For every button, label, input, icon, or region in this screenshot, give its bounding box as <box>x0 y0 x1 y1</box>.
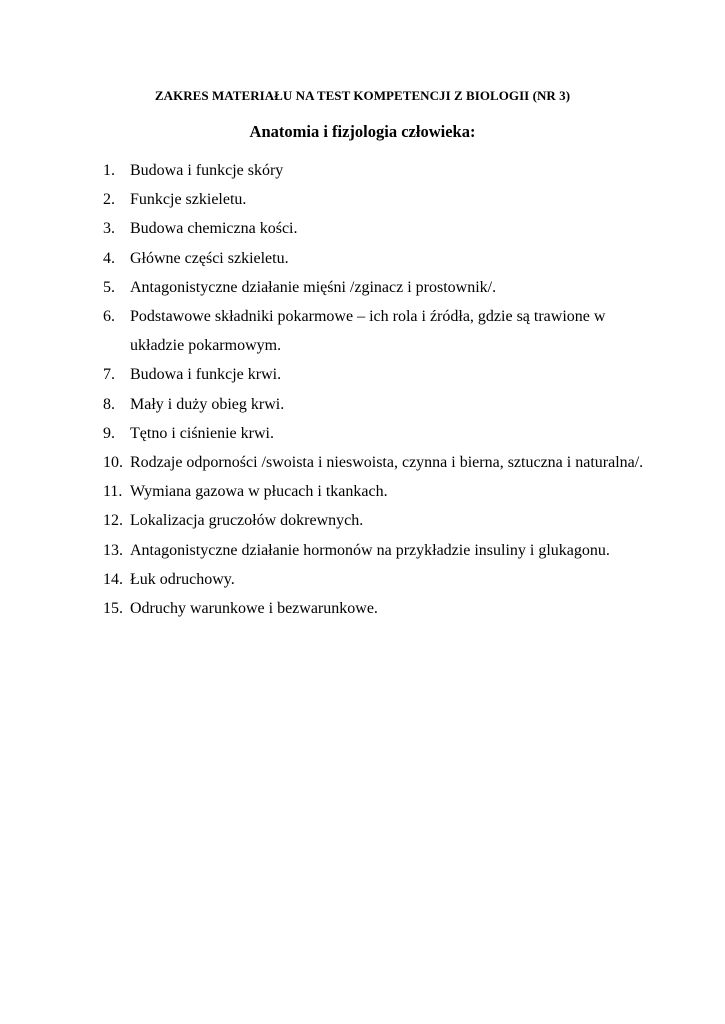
list-item <box>103 302 663 360</box>
topic-list <box>103 156 663 623</box>
list-item-text: Łuk odruchowy. <box>130 570 235 588</box>
list-item <box>103 214 663 243</box>
document-title: ZAKRES MATERIAŁU NA TEST KOMPETENCJI Z BIOLOGII (NR 3) <box>154 88 571 103</box>
list-item <box>103 419 663 448</box>
list-item-number: 2. <box>103 191 115 209</box>
list-item <box>103 536 663 565</box>
list-item-number: 4. <box>103 249 115 267</box>
list-item-text: Wymiana gazowa w płucach i tkankach. <box>130 483 388 501</box>
list-item-text: Odruchy warunkowe i bezwarunkowe. <box>130 600 378 618</box>
list-item-number: 3. <box>103 220 115 238</box>
document-subtitle: Anatomia i fizjologia człowieka: <box>249 122 476 141</box>
list-item-number: 14. <box>103 570 123 588</box>
list-item-text: Funkcje szkieletu. <box>130 191 247 209</box>
list-item-text: Tętno i ciśnienie krwi. <box>130 424 274 442</box>
list-item-number: 5. <box>103 278 115 296</box>
list-item-number: 12. <box>103 512 123 530</box>
list-item <box>103 390 663 419</box>
list-item <box>103 185 663 214</box>
list-item-number: 13. <box>103 541 123 559</box>
list-item-number: 10. <box>103 454 123 472</box>
list-item-text: Budowa i funkcje skóry <box>130 162 284 179</box>
list-item-text: Budowa chemiczna kości. <box>130 220 298 238</box>
list-item-number: 6. <box>103 308 115 326</box>
list-item-text: Mały i duży obieg krwi. <box>130 395 285 413</box>
list-item-number: 1. <box>103 162 115 179</box>
list-item <box>103 448 663 477</box>
list-item-number: 8. <box>103 395 115 413</box>
list-item-text: Antagonistyczne działanie mięśni /zginacz i prostownik/. <box>130 278 497 296</box>
list-item-text: Budowa i funkcje krwi. <box>130 366 282 384</box>
list-item-number: 15. <box>103 600 123 618</box>
list-item-text: Rodzaje odporności /swoista i nieswoista, czynna i bierna, sztuczna i naturalna/. <box>130 454 644 472</box>
list-item-text: Główne części szkieletu. <box>130 249 289 267</box>
list-item <box>103 565 663 594</box>
list-item <box>103 506 663 535</box>
list-item-number: 11. <box>103 483 123 501</box>
list-item <box>103 244 663 273</box>
list-item-number: 9. <box>103 424 115 442</box>
list-item <box>103 273 663 302</box>
list-item <box>103 594 663 623</box>
list-item-number: 7. <box>103 366 115 384</box>
list-item-text: Antagonistyczne działanie hormonów na przykładzie insuliny i glukagonu. <box>130 541 610 559</box>
list-item <box>103 156 663 185</box>
list-item <box>103 360 663 389</box>
list-item-text: Podstawowe składniki pokarmowe – ich rola i źródła, gdzie są trawione w układzie pokarmowym. <box>130 308 606 355</box>
list-item <box>103 477 663 506</box>
list-item-text: Lokalizacja gruczołów dokrewnych. <box>130 512 364 530</box>
